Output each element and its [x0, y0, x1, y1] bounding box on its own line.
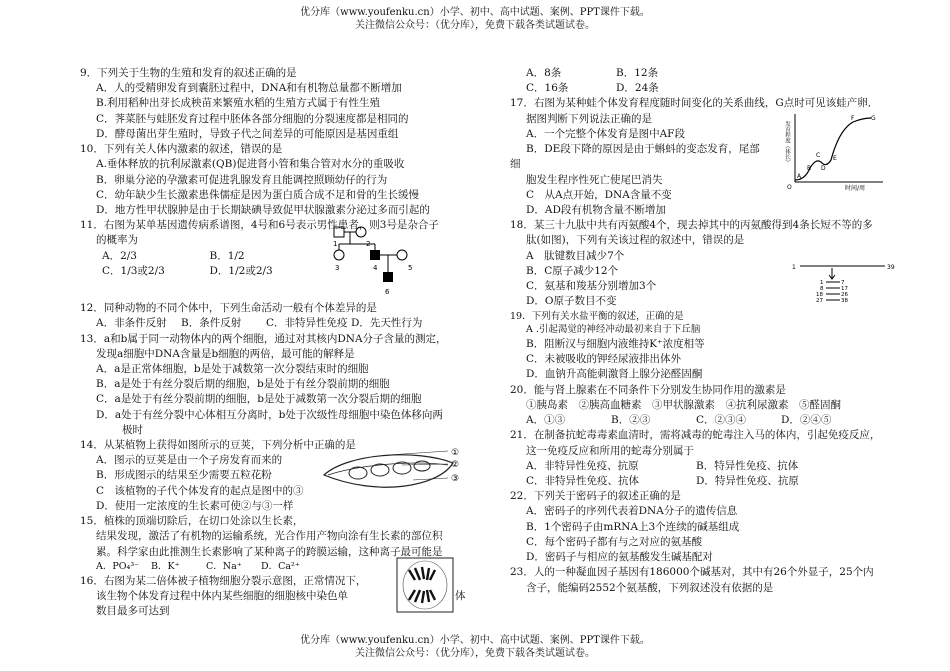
- footer-line1: 优分库（www.youfenku.cn）小学、初中、高中试题、案例、PPT课件下载。: [300, 635, 650, 646]
- num-1: 1: [792, 264, 796, 271]
- pedigree-label-1: 1: [333, 240, 338, 248]
- header-line2: 关注微信公众号：（优分库），免费下载各类试题试卷。: [355, 20, 595, 31]
- question-20: [510, 383, 890, 429]
- option-d: D．O原子数目不变: [526, 295, 617, 308]
- option-d: D．先天性行为: [351, 317, 423, 330]
- header-line1: 优分库（www.youfenku.cn）小学、初中、高中试题、案例、PPT课件下载。: [300, 7, 650, 18]
- pod-label-1: ①: [451, 448, 460, 458]
- num-label: 7: [841, 280, 845, 286]
- question-stem-cont: 据图判断下列说法正确的是: [526, 112, 652, 125]
- development-curve-figure: [783, 110, 893, 192]
- question-stem: 13．a和b属于同一动物体内的两个细胞，通过对其核内DNA分子含量的测定，: [80, 332, 447, 345]
- option-d: D．使用一定浓度的生长素可使②与③一样: [96, 499, 294, 512]
- option-a: A．2/3: [102, 249, 137, 262]
- option-d: D．a处于有丝分裂中心体相互分离时，b处于次级性母细胞中染色体移向两: [96, 408, 443, 421]
- option-b: B．②③: [611, 414, 651, 427]
- seed-icon: [414, 461, 430, 471]
- option-a: A．①③: [526, 414, 566, 427]
- option-c: C．幼年缺少生长激素患侏儒症是因为蛋白质合成不足和骨的生长缓慢: [96, 188, 420, 201]
- left-column: [80, 66, 475, 619]
- option-c: C．1/3或2/3: [102, 264, 165, 277]
- option-c: C．非特异性免疫、抗体: [526, 475, 640, 487]
- option-b: B．1个密码子由mRNA上3个连续的碱基组成: [526, 520, 740, 533]
- option-b-cont: 胞发生程序性死亡使尾巴消失: [526, 173, 663, 186]
- option-d: D．酵母菌出芽生殖时，导致子代之间差异的可能原因是基因重组: [96, 127, 399, 140]
- options-row: [80, 316, 436, 331]
- option-d-cont: 极时: [122, 423, 143, 436]
- question-items: ①胰岛素 ②胰高血糖素 ③甲状腺激素 ④抗利尿激素 ⑤醛固酮: [526, 398, 841, 411]
- option-d: D．血钠升高能刺激肾上腺分泌醛固酮: [526, 368, 703, 381]
- pod-label-3: ③: [451, 474, 460, 484]
- question-12: [80, 301, 475, 331]
- pea-pod-figure: [318, 445, 468, 503]
- pedigree-label-3: 3: [335, 264, 340, 272]
- question-stem-cont: 该生物个体发育过程中体内某些细胞的细胞核中染色单: [96, 589, 348, 602]
- options-row: [80, 560, 316, 574]
- num-label: 8: [820, 286, 824, 292]
- num-label: 27: [816, 298, 823, 304]
- option-b: B．DE段下降的原因是由于蝌蚪的变态发育，尾部: [526, 143, 760, 156]
- point-g: G: [871, 115, 876, 122]
- option-a: A．8条: [526, 67, 562, 79]
- question-stem: 14．从某植物上获得如图所示的豆荚，下列分析中正确的是: [80, 439, 356, 452]
- option-b: B.利用稻种出芽长成秧苗来繁殖水稻的生殖方式属于有性生殖: [96, 97, 381, 110]
- options-row-2: [510, 474, 866, 489]
- option-a: A．密码子的序列代表着DNA分子的遗传信息: [526, 505, 738, 518]
- pod-label-2: ②: [451, 460, 460, 470]
- question-stem: 19．下列有关水盐平衡的叙述，正确的是: [510, 310, 684, 322]
- pedigree-label-6: 6: [385, 288, 390, 296]
- question-stem: 17．右图为某种蛙个体发育程度随时间变化的关系曲线，G点时可见该蛙产卵．: [510, 97, 879, 110]
- question-stem-cont: 结果发现，激活了有机物的运输系统，光合作用产物向涂有生长素的部位积: [96, 530, 443, 543]
- question-stem: 20．能与肾上腺素在不同条件下分别发生协同作用的激素是: [510, 383, 786, 396]
- question-22: [510, 489, 890, 565]
- question-stem: 16．右图为某二倍体被子植物细胞分裂示意图，正常情况下，: [80, 574, 367, 587]
- y-axis-label: 发育程度（体长）: [784, 121, 790, 165]
- pedigree-male-1: [334, 227, 344, 237]
- question-stem: 22．下列关于密码子的叙述正确的是: [510, 490, 681, 503]
- question-stem: 12．同种动物的不同个体中，下列生命活动一般有个体差异的是: [80, 302, 377, 315]
- option-b: B．C原子减少12个: [526, 264, 619, 277]
- question-stem: 23．人的一种凝血因子基因有186000个碱基对，其中有26个外显子，25个内: [510, 566, 874, 579]
- question-stem: 21．在制备抗蛇毒毒素血清时，需将减毒的蛇毒注入马的体内，引起免疫反应，: [510, 429, 881, 442]
- question-19: [510, 310, 890, 383]
- page-header: [0, 6, 950, 32]
- q16-options-row-2: [510, 81, 706, 96]
- option-b: B．K⁺: [151, 560, 180, 572]
- option-a: A．PO₄³⁻: [96, 560, 140, 572]
- question-stem: 10．下列有关人体内激素的叙述，错误的是: [80, 143, 283, 156]
- pedigree-label-5: 5: [408, 264, 413, 272]
- chromosome-icon: [409, 567, 435, 580]
- option-a: A .引起渴觉的神经冲动最初来自于下丘脑: [526, 324, 701, 336]
- question-stem: 9．下列关于生物的生殖和发育的叙述正确的是: [80, 67, 297, 79]
- option-a: A.垂体释放的抗利尿激素(QB)促进肾小管和集合管对水分的重吸收: [96, 158, 405, 171]
- option-a: A．非条件反射: [96, 317, 167, 330]
- option-b-cont: 细: [510, 158, 521, 171]
- seed-icon: [371, 464, 389, 476]
- option-a: A．人的受精卵发育到囊胚过程中，DNA和有机物总量都不断增加: [96, 82, 402, 95]
- option-b: B．形成图示的结果至少需要五粒花粉: [96, 469, 272, 482]
- question-stem-cont: 这一免疫反应和所用的蛇毒分别属于: [526, 444, 694, 457]
- point-e: E: [833, 155, 837, 162]
- option-c: C 从A点开始，DNA含量不变: [526, 188, 672, 201]
- pedigree-female-2: [356, 227, 366, 237]
- question-stem-cont: 的概率为: [96, 234, 138, 247]
- option-c: C．16条: [526, 82, 569, 95]
- option-c: C．每个密码子都有与之对应的氨基酸: [526, 535, 703, 548]
- num-39: 39: [887, 264, 895, 271]
- pedigree-female-3: [334, 250, 344, 260]
- option-c: C．未被吸收的钾经尿液排出体外: [526, 353, 682, 366]
- option-a: A．图示的豆荚是由一个子房发育而来的: [96, 454, 283, 467]
- point-b: B: [807, 165, 812, 172]
- option-a: A．a是正常体细胞，b是处于减数第一次分裂结束时的细胞: [96, 362, 369, 375]
- question-23: [510, 565, 890, 595]
- num-label: 1: [820, 280, 824, 286]
- option-c: C．非特异性免疫: [266, 317, 348, 330]
- option-d: D．Ca²⁺: [261, 560, 300, 572]
- option-d: D．地方性甲状腺肿是由于长期缺碘导致促甲状腺激素分泌过多而引起的: [96, 203, 430, 216]
- question-stem: 15．植株的顶端切除后，在切口处涂以生长素，: [80, 515, 304, 528]
- num-label: 18: [816, 292, 823, 298]
- question-stem: 18．某三十九肽中共有丙氨酸4个，现去掉其中的丙氨酸得到4条长短不等的多: [510, 219, 873, 232]
- page-footer: [0, 634, 950, 660]
- option-d: D．AD段有机物含量不断增加: [526, 203, 666, 216]
- cell-outline: [397, 558, 453, 612]
- option-c: C 该植物的子代个体发育的起点是图中的③: [96, 484, 304, 497]
- footer-line2: 关注微信公众号：（优分库），免费下载各类试题试卷。: [355, 648, 595, 659]
- option-d: D．②④⑤: [781, 414, 832, 427]
- question-stem-cont: 累。科学家由此推测生长素影响了某种离子的跨膜运输，这种离子最可能是: [96, 545, 443, 558]
- option-c: C．Na⁺: [206, 560, 242, 572]
- pedigree-male-4: [370, 250, 380, 260]
- question-stem-cont: 含子，能编码2552个氨基酸，下列叙述没有依据的是: [526, 581, 774, 594]
- option-a: A．一个完整个体发育是图中AF段: [526, 127, 685, 140]
- option-a: A．非特异性免疫、抗原: [526, 459, 639, 472]
- num-label: 26: [841, 292, 848, 298]
- option-b: B．阻断汉与细胞内液维持K⁺浓度相等: [526, 338, 705, 351]
- pedigree-female-5: [397, 250, 407, 260]
- pedigree-label-4: 4: [373, 264, 378, 272]
- option-b: B．条件反射: [181, 317, 242, 330]
- num-label: 17: [841, 286, 848, 292]
- point-f: F: [851, 115, 855, 122]
- question-13: [80, 332, 475, 439]
- option-c: C．氨基和羧基分别增加3个: [526, 280, 657, 293]
- question-stem-cont: 发现a细胞中DNA含量是b细胞的两倍，最可能的解释是: [96, 347, 355, 360]
- seed-icon: [393, 462, 411, 474]
- option-c: C．a是处于有丝分裂前期的细胞，b是处于减数第一次分裂后期的细胞: [96, 393, 422, 406]
- pedigree-chart: [330, 224, 425, 304]
- question-stem: 11．右图为某单基因遗传病系谱图，4号和6号表示男性患者，则3号是杂合子: [80, 219, 439, 232]
- peptide-figure: [790, 262, 900, 306]
- option-d: D．特异性免疫、抗原: [696, 475, 799, 487]
- option-b: B．a是处于有丝分裂后期的细胞，b是处于有丝分裂前期的细胞: [96, 378, 390, 391]
- option-c: C．荠菜胚与蛙胚发育过程中胚体各部分细胞的分裂速度都是相同的: [96, 112, 409, 125]
- point-a: A: [797, 173, 802, 180]
- question-stem-tail: 体: [455, 589, 466, 602]
- x-axis-label: 时间/周: [845, 185, 866, 192]
- option-a: A 肽键数目减少7个: [526, 249, 625, 262]
- option-b: B．特异性免疫、抗体: [696, 459, 799, 472]
- question-stem-cont: 肽(如图)，下列有关该过程的叙述中，错误的是: [526, 234, 745, 247]
- question-stem-cont: 数目最多可达到: [96, 604, 170, 617]
- option-d: D．1/2或2/3: [209, 264, 273, 277]
- pedigree-male-6: [383, 272, 393, 282]
- option-b: B．12条: [616, 67, 659, 79]
- pedigree-label-2: 2: [366, 240, 371, 248]
- option-d: D．密码子与相应的氨基酸发生碱基配对: [526, 551, 713, 564]
- num-label: 38: [841, 298, 848, 304]
- chromosome-icon: [409, 590, 435, 603]
- origin-label: O: [787, 184, 792, 191]
- question-21: [510, 428, 890, 489]
- point-d: D: [821, 165, 826, 172]
- point-c: C: [816, 152, 821, 159]
- option-b: B．卵巢分泌的孕激素可促进乳腺发育且能调控照顾幼仔的行为: [96, 173, 388, 186]
- q16-options-row-1: [510, 66, 706, 81]
- options-row: [510, 413, 866, 428]
- option-c: C．②③④: [696, 414, 747, 427]
- question-10: [80, 142, 475, 218]
- options-row-1: [510, 459, 866, 474]
- option-b: B．1/2: [209, 249, 245, 262]
- options-row: [80, 249, 317, 279]
- seed-icon: [349, 467, 367, 479]
- option-d: D．24条: [616, 82, 659, 95]
- question-9: [80, 66, 475, 142]
- cell-division-figure: [395, 556, 455, 614]
